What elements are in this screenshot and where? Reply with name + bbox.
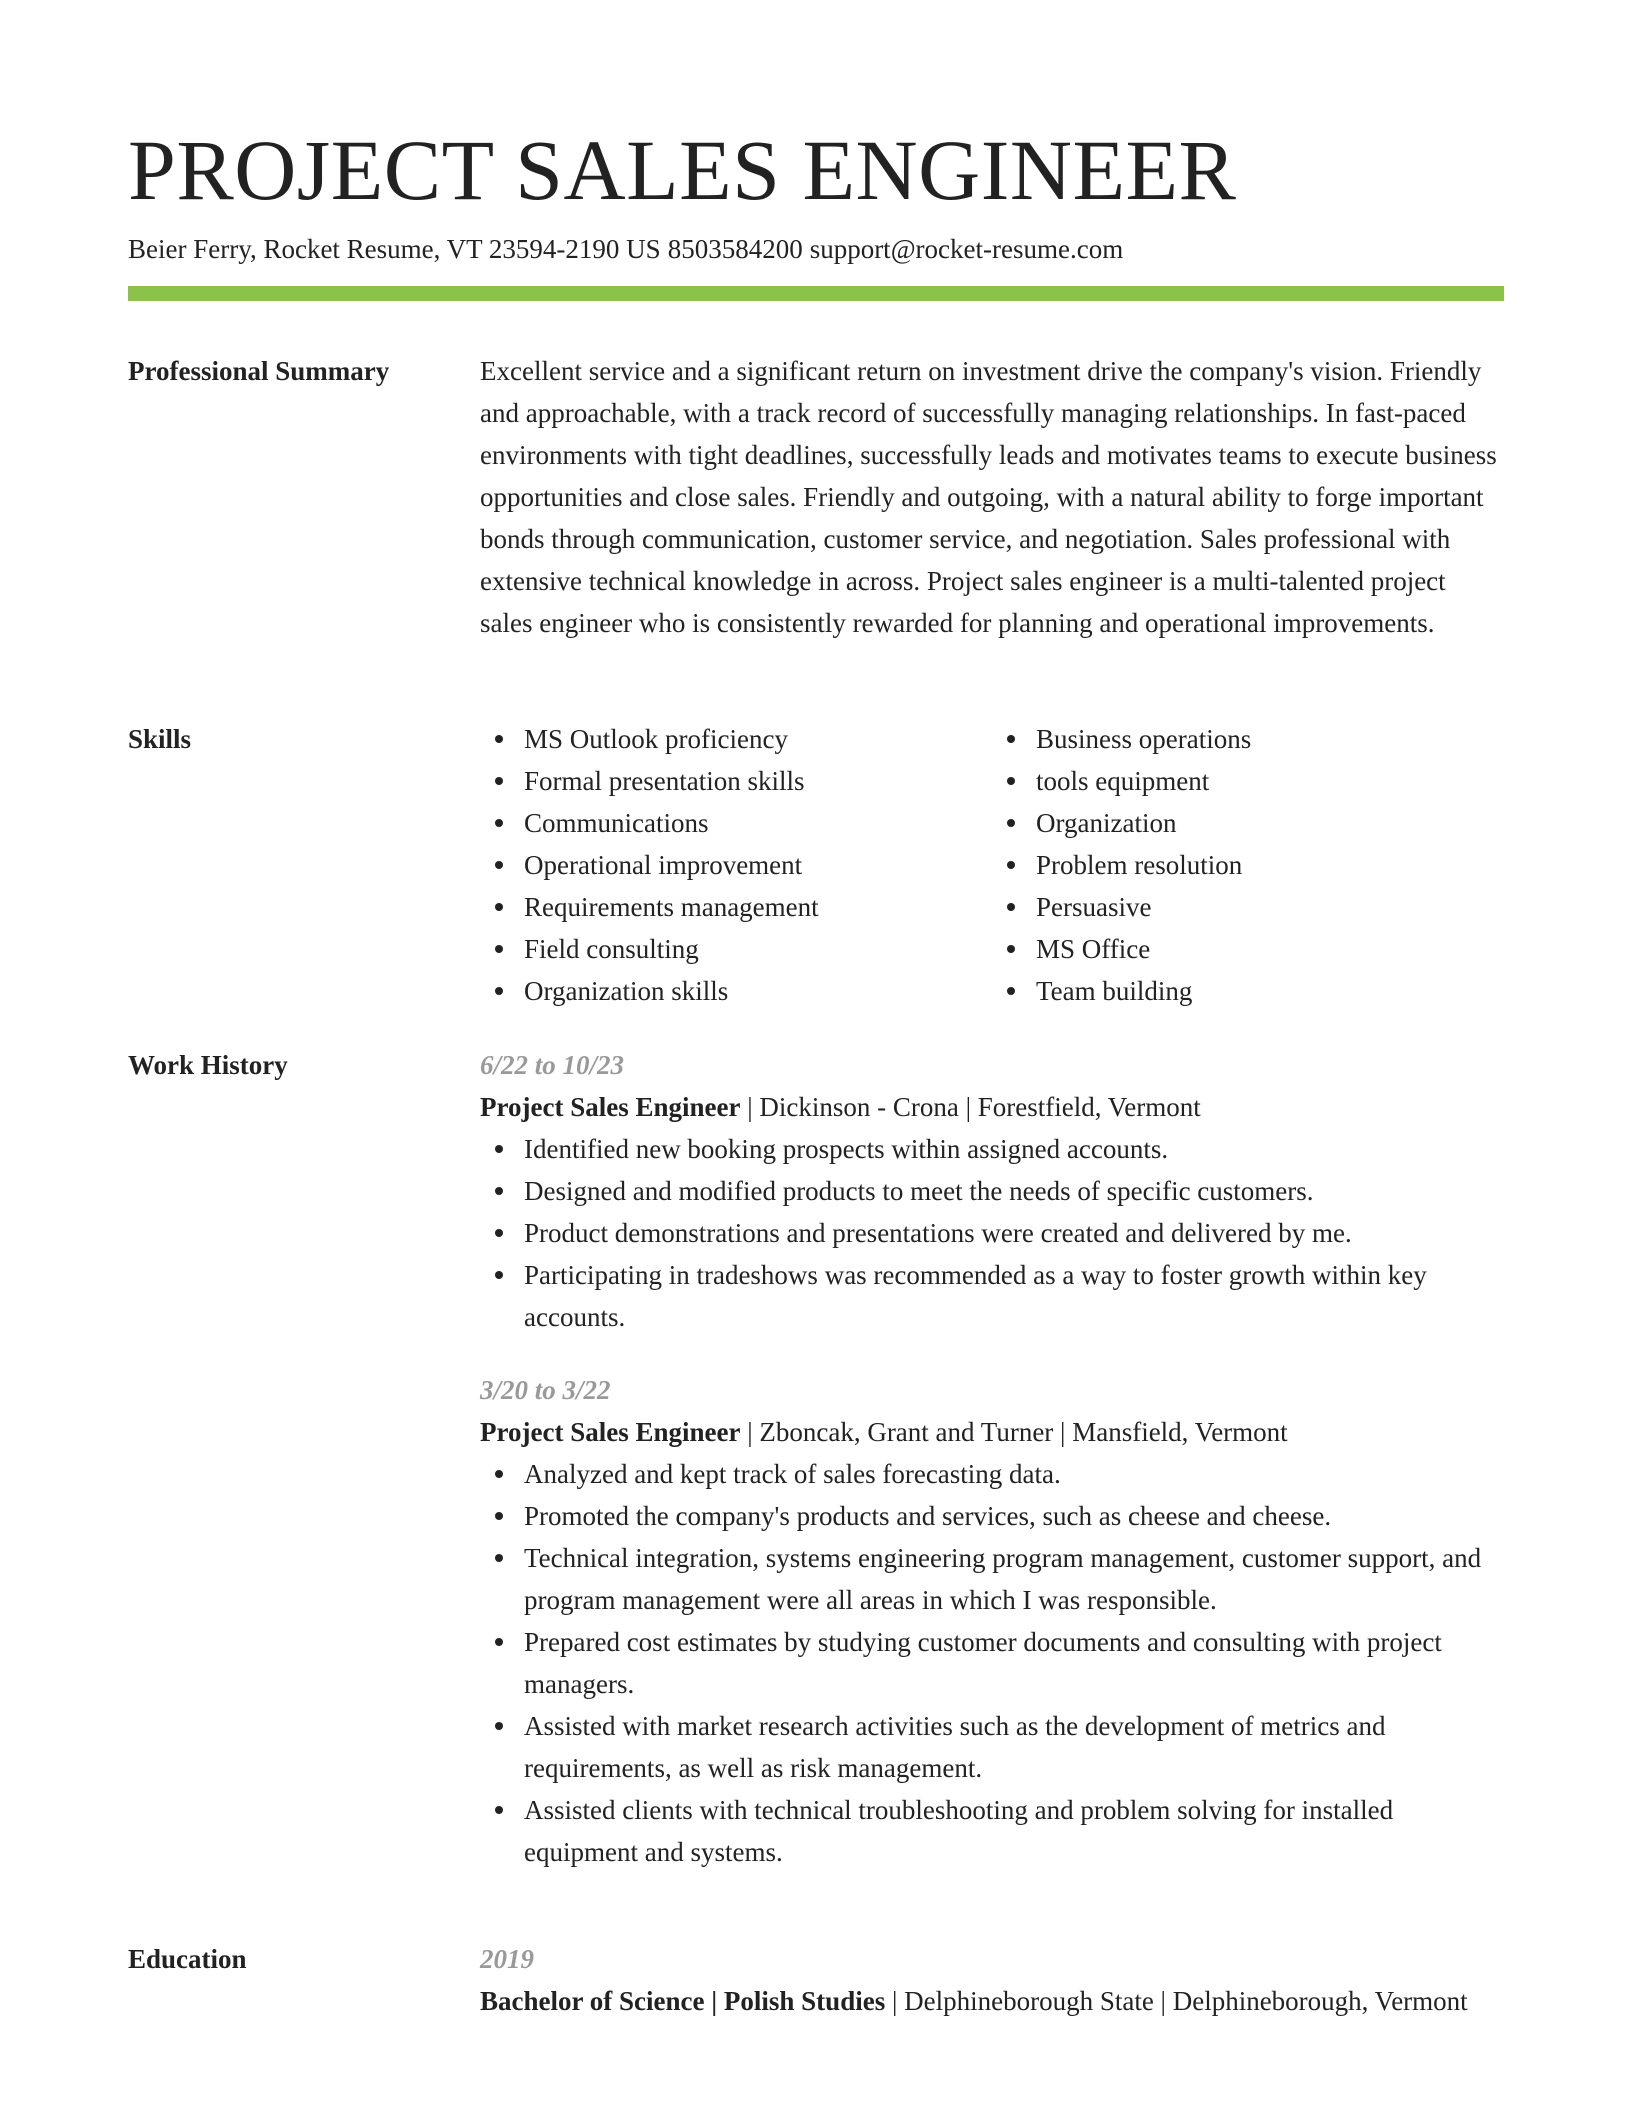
job-bullets	[480, 1453, 1504, 1873]
job-entry	[480, 1369, 1504, 1873]
job-bullet: Technical integration, systems engineering program management, customer support, and program management were all areas in which I was responsible.	[524, 1537, 1504, 1621]
job-title-line	[480, 1411, 1504, 1453]
skill-item: Field consulting	[524, 928, 992, 970]
skill-item: Team building	[1036, 970, 1504, 1012]
job-bullet: Assisted with market research activities such as the development of metrics and requirements, as well as risk management.	[524, 1705, 1504, 1789]
education-line	[480, 1980, 1504, 2022]
job-bullet: Analyzed and kept track of sales forecasting data.	[524, 1453, 1504, 1495]
job-details: | Zboncak, Grant and Turner | Mansfield, Vermont	[740, 1417, 1288, 1447]
education-details: | Delphineborough State | Delphineborough, Vermont	[885, 1986, 1468, 2016]
education-degree: Bachelor of Science | Polish Studies	[480, 1986, 886, 2016]
education-entry	[480, 1938, 1504, 2022]
education-section	[480, 1938, 1504, 2022]
work-heading: Work History	[128, 1050, 288, 1080]
skill-item: Organization	[1036, 802, 1504, 844]
skill-item: Business operations	[1036, 718, 1504, 760]
skill-item: Organization skills	[524, 970, 992, 1012]
job-bullet: Participating in tradeshows was recommended as a way to foster growth within key accounts.	[524, 1254, 1504, 1338]
education-year: 2019	[480, 1944, 534, 1974]
education-heading: Education	[128, 1944, 247, 1974]
skill-item: Operational improvement	[524, 844, 992, 886]
job-entry	[480, 1044, 1504, 1338]
job-bullet: Assisted clients with technical troubleshooting and problem solving for installed equipment and systems.	[524, 1789, 1504, 1873]
skills-list-left	[480, 718, 992, 1012]
job-dates: 6/22 to 10/23	[480, 1050, 625, 1080]
skill-item: Requirements management	[524, 886, 992, 928]
job-details: | Dickinson - Crona | Forestfield, Vermont	[740, 1092, 1201, 1122]
job-bullet: Promoted the company's products and services, such as cheese and cheese.	[524, 1495, 1504, 1537]
skill-item: tools equipment	[1036, 760, 1504, 802]
job-dates: 3/20 to 3/22	[480, 1375, 611, 1405]
job-title: Project Sales Engineer	[480, 1092, 741, 1122]
job-bullets	[480, 1128, 1504, 1338]
skill-item: Communications	[524, 802, 992, 844]
job-bullet: Prepared cost estimates by studying customer documents and consulting with project managers.	[524, 1621, 1504, 1705]
job-bullet: Designed and modified products to meet the needs of specific customers.	[524, 1170, 1504, 1212]
contact-email: support@rocket-resume.com	[809, 234, 1124, 264]
skill-item: Persuasive	[1036, 886, 1504, 928]
job-title-line	[480, 1086, 1504, 1128]
skills-section	[480, 718, 1504, 1012]
contact-info	[128, 231, 1130, 267]
job-bullet: Identified new booking prospects within assigned accounts.	[524, 1128, 1504, 1170]
skill-item: Problem resolution	[1036, 844, 1504, 886]
job-bullet: Product demonstrations and presentations were created and delivered by me.	[524, 1212, 1504, 1254]
skills-list-right	[992, 718, 1504, 1012]
job-title: Project Sales Engineer	[480, 1417, 741, 1447]
summary-heading: Professional Summary	[128, 356, 390, 386]
skill-item: MS Office	[1036, 928, 1504, 970]
summary-text: Excellent service and a significant return on investment drive the company's vision. Friendly and approachable, with a track record of successfully managing relationships. In fast-paced environments with tight deadlines, successfully leads and motivates teams to execute business opportunities and close sales. Friendly and outgoing, with a natural ability to forge important bonds through communication, customer service, and negotiation. Sales professional with extensive technical knowledge in across. Project sales engineer is a multi-talented project sales engineer who is consistently rewarded for planning and operational improvements.	[480, 356, 1497, 638]
work-section	[480, 1044, 1504, 1873]
resume-name: PROJECT SALES ENGINEER	[128, 122, 1237, 218]
skill-item: MS Outlook proficiency	[524, 718, 992, 760]
contact-address: Beier Ferry, Rocket Resume, VT 23594-2190 US	[128, 234, 661, 264]
summary-section	[480, 350, 1504, 644]
skills-heading: Skills	[128, 724, 192, 754]
contact-phone: 8503584200	[667, 234, 803, 264]
header-divider	[128, 286, 1504, 301]
skill-item: Formal presentation skills	[524, 760, 992, 802]
